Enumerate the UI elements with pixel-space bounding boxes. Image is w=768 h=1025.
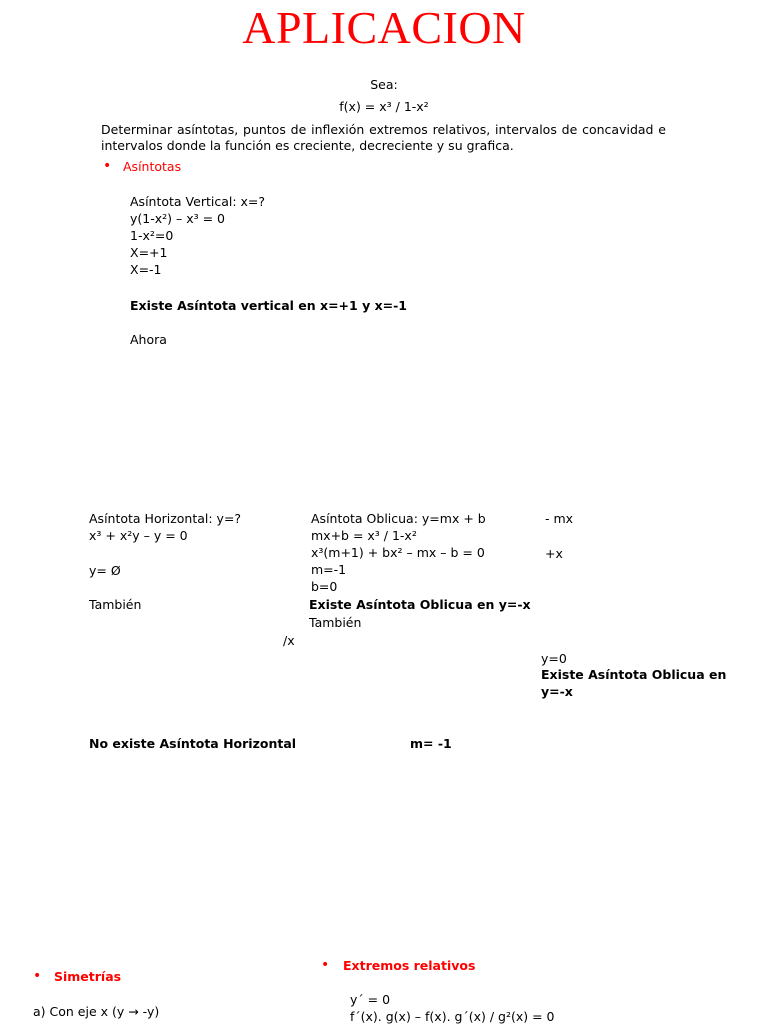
vertical-step: Asíntota Vertical: x=? (130, 194, 266, 209)
minus-mx: - mx (545, 511, 574, 526)
horizontal-y-empty: y= Ø (89, 563, 121, 578)
ahora-label: Ahora (130, 332, 167, 347)
divide-by-x: /x (283, 633, 295, 648)
oblique-tambien: También (309, 615, 362, 630)
horizontal-conclusion: No existe Asíntota Horizontal (89, 736, 297, 751)
page-title: APLICACION (242, 2, 526, 53)
horizontal-step: x³ + x²y – y = 0 (89, 528, 188, 543)
right-oblique-conclusion (541, 666, 726, 700)
oblique-conclusion: Existe Asíntota Oblicua en y=-x (309, 597, 531, 612)
vertical-asymptote-steps (130, 193, 265, 278)
function-definition: f(x) = x³ / 1-x² (339, 99, 429, 114)
bullet-icon: • (321, 957, 330, 973)
oblique-asymptote-steps (311, 510, 486, 595)
oblique-step: Asíntota Oblicua: y=mx + b (311, 511, 486, 526)
extremos-heading: Extremos relativos (343, 958, 476, 973)
oblique-step: x³(m+1) + bx² – mx – b = 0 (311, 545, 485, 560)
vertical-step: 1-x²=0 (130, 228, 174, 243)
bullet-icon: • (33, 968, 42, 984)
extremos-step: f´(x). g(x) – f(x). g´(x) / g²(x) = 0 (350, 1009, 555, 1024)
vertical-step: X=+1 (130, 245, 168, 260)
instruction-paragraph: Determinar asíntotas, puntos de inflexión extremos relativos, intervalos de concavidad e intervalos donde la función es creciente, decreciente y su grafica. (101, 122, 666, 153)
oblique-step: mx+b = x³ / 1-x² (311, 528, 417, 543)
oblique-step: m=-1 (311, 562, 347, 577)
y-zero: y=0 (541, 651, 567, 666)
conclusion-line: Existe Asíntota Oblicua en (541, 667, 727, 682)
extremos-step: y´ = 0 (350, 992, 391, 1007)
horizontal-tambien: También (89, 597, 142, 612)
horizontal-step: Asíntota Horizontal: y=? (89, 511, 242, 526)
simetrias-heading: Simetrías (54, 969, 122, 984)
conclusion-line: y=-x (541, 684, 573, 699)
vertical-step: X=-1 (130, 262, 162, 277)
sea-label: Sea: (370, 77, 398, 92)
vertical-asymptote-conclusion: Existe Asíntota vertical en x=+1 y x=-1 (130, 298, 407, 313)
plus-x: +x (545, 546, 563, 561)
oblique-step: b=0 (311, 579, 338, 594)
m-value: m= -1 (410, 736, 452, 751)
vertical-step: y(1-x²) – x³ = 0 (130, 211, 226, 226)
bullet-icon: • (103, 158, 112, 174)
asintotas-heading: Asíntotas (123, 159, 182, 174)
simetrias-item-a: a) Con eje x (y → -y) (33, 1004, 160, 1019)
horizontal-asymptote-steps (89, 510, 241, 544)
